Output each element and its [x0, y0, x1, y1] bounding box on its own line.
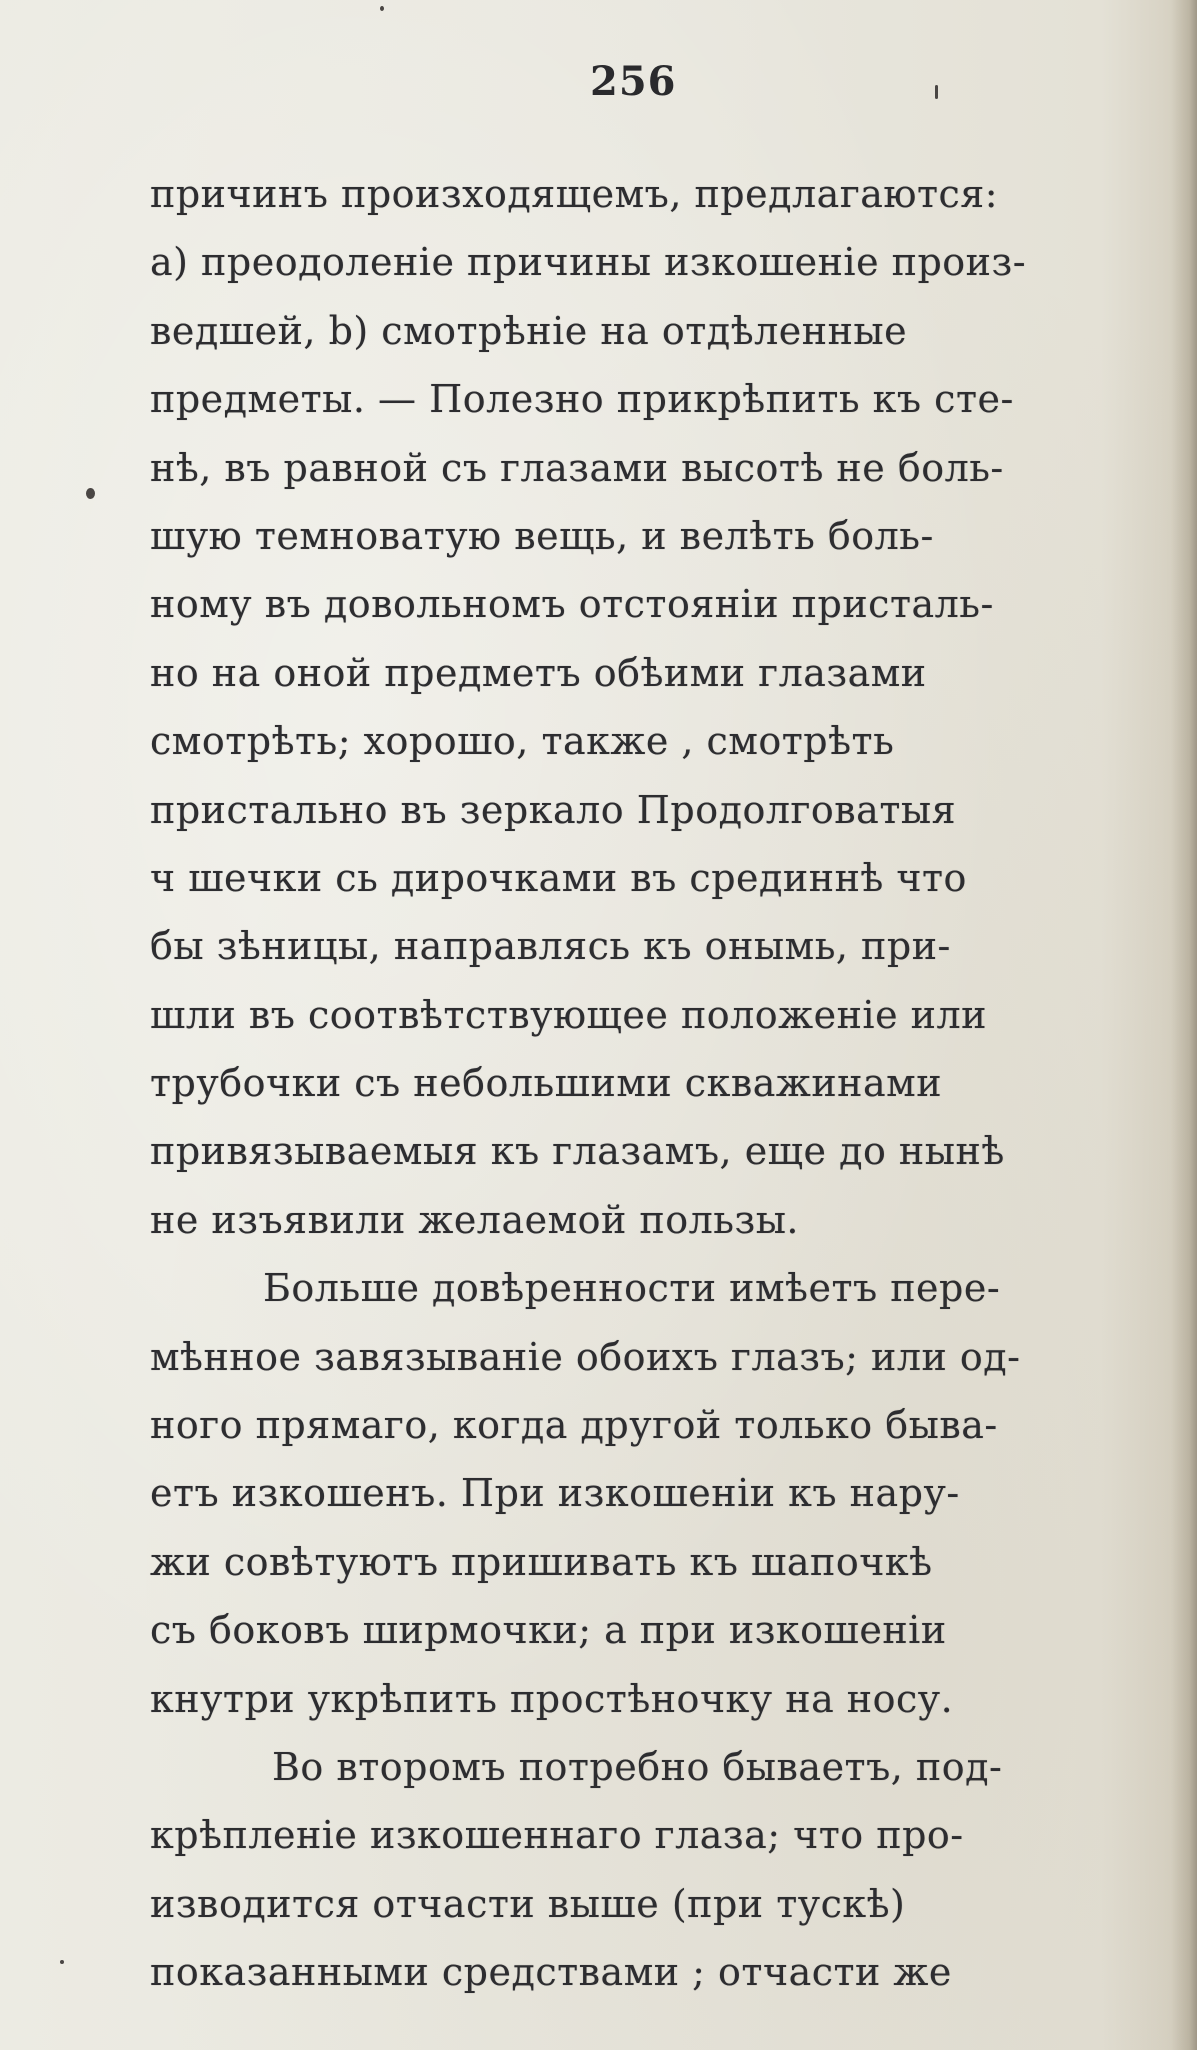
text-line: причинъ произходящемъ, предлагаются: [150, 172, 999, 216]
text-line: но на оной предметъ обѣими глазами [150, 650, 927, 695]
text-line: ведшей, b) смотрѣніе на отдѣленные [150, 308, 908, 353]
paragraph-start-line: Больше довѣренности имѣетъ пере- [263, 1266, 1001, 1311]
text-line: шли въ соотвѣтствующее положеніе или [150, 992, 987, 1037]
text-line: нѣ, въ равной съ глазами высотѣ не боль- [150, 445, 1004, 490]
text-line: жи совѣтуютъ пришивать къ шапочкѣ [150, 1539, 933, 1584]
text-line: а) преодоленіе причины изкошеніе произ- [150, 240, 1027, 285]
text-line: съ боковъ ширмочки; а при изкошеніи [150, 1608, 947, 1653]
text-line: показанными средствами ; отчасти же [150, 1950, 952, 1995]
text-line: етъ изкошенъ. При изкошеніи къ нару- [150, 1471, 960, 1516]
text-line: не изъявили желаемой пользы. [150, 1197, 800, 1242]
body-text [150, 160, 1170, 2007]
text-line: крѣпленіе изкошеннаго глаза; что про- [150, 1813, 964, 1858]
text-line: ного прямаго, когда другой только быва- [150, 1403, 998, 1448]
ink-speck [86, 488, 95, 499]
text-line: привязываемыя къ глазамъ, еще до нынѣ [150, 1129, 1005, 1174]
page-number: 256 [590, 58, 677, 105]
text-line: мѣнное завязываніе обоихъ глазъ; или од- [150, 1334, 1021, 1379]
text-line: ч шечки сь дирочками въ срединнѣ что [150, 855, 967, 900]
text-line: ному въ довольномъ отстояніи присталь- [150, 582, 994, 627]
text-line: пристально въ зеркало Продолговатыя [150, 787, 957, 832]
text-line: изводится отчасти выше (при тускѣ) [150, 1881, 906, 1926]
text-line: бы зѣницы, направлясь къ онымь, при- [150, 924, 951, 969]
ink-speck [380, 6, 384, 11]
text-line: шую темноватую вещь, и велѣть боль- [150, 513, 934, 558]
text-line: смотрѣть; хорошо, также , смотрѣть [150, 719, 895, 764]
page-edge-shadow [1171, 0, 1197, 2050]
paragraph-start-line: Во второмъ потребно бываетъ, под- [272, 1744, 1003, 1789]
ink-speck [935, 85, 938, 99]
text-line: предметы. — Полезно прикрѣпить къ сте- [150, 377, 1014, 422]
text-line: трубочки съ небольшими скважинами [150, 1061, 943, 1106]
ink-speck [60, 1960, 64, 1964]
text-line: кнутри укрѣпить простѣночку на носу. [150, 1676, 954, 1721]
